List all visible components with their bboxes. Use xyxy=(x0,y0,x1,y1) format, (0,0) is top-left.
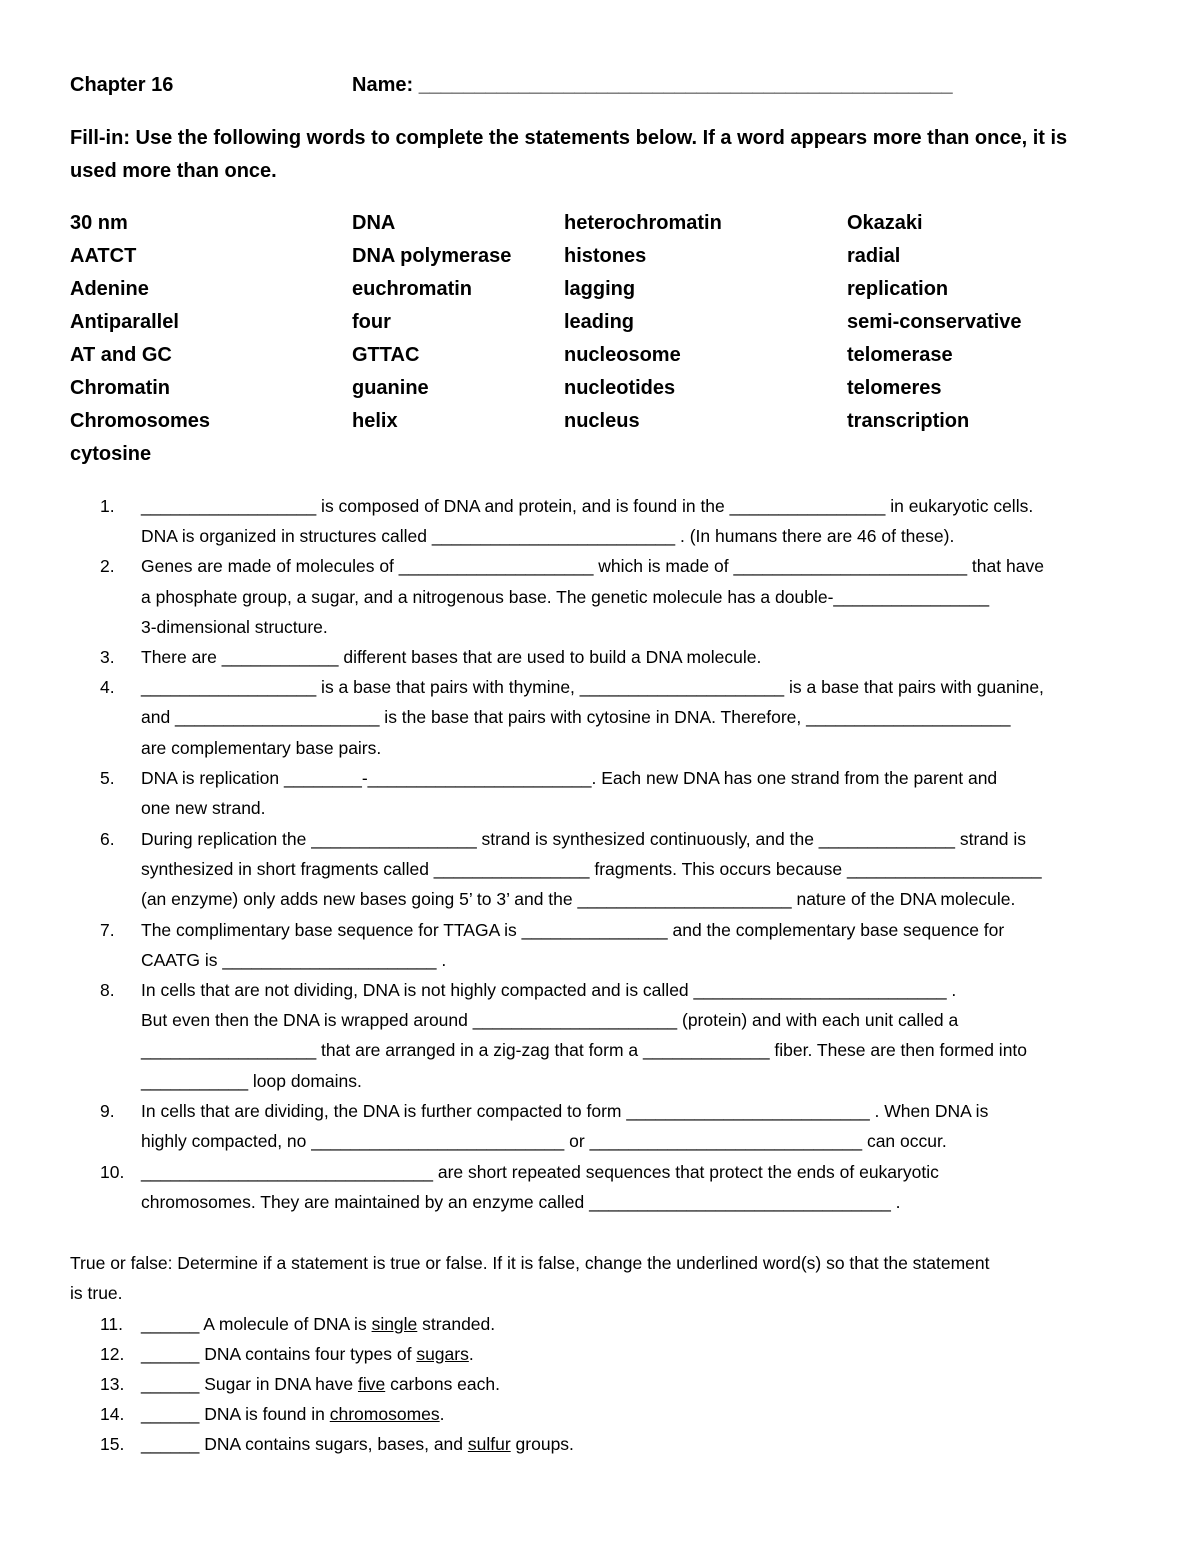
true-false-item[interactable] xyxy=(141,1404,445,1425)
true-false-item[interactable] xyxy=(141,1314,495,1335)
question-line[interactable]: CAATG is ______________________ . xyxy=(141,950,447,970)
question-number: 4. xyxy=(100,677,115,697)
question-number: 14. xyxy=(100,1404,125,1424)
question-line[interactable]: During replication the _________________ strand is synthesized continuously, and the ______________ strand is xyxy=(141,829,1027,849)
question-line[interactable]: DNA is replication ________-_______________________. Each new DNA has one strand from the parent and xyxy=(141,768,998,788)
word-bank-item: DNA xyxy=(352,212,396,234)
question-line[interactable]: DNA is organized in structures called _________________________ . (In humans there are 46 of these). xyxy=(141,526,955,546)
question-number: 3. xyxy=(100,647,115,667)
true-false-intro-line-2: is true. xyxy=(70,1283,123,1303)
word-bank-column-1 xyxy=(70,207,210,471)
question-line[interactable]: chromosomes. They are maintained by an enzyme called _______________________________ . xyxy=(141,1192,901,1212)
chapter-title: Chapter 16 xyxy=(70,74,174,96)
statement-end: groups. xyxy=(510,1434,574,1454)
question-line: are complementary base pairs. xyxy=(141,738,382,758)
true-false-item[interactable] xyxy=(141,1374,500,1395)
word-bank-item: Okazaki xyxy=(847,212,923,234)
underlined-word: five xyxy=(357,1374,386,1394)
word-bank-item: guanine xyxy=(352,377,429,399)
word-bank-item: radial xyxy=(847,245,901,267)
word-bank-item: Antiparallel xyxy=(70,311,179,333)
word-bank-item: four xyxy=(352,311,391,333)
true-false-item[interactable] xyxy=(141,1344,474,1365)
word-bank-item: transcription xyxy=(847,410,970,432)
question-line[interactable]: In cells that are dividing, the DNA is further compacted to form _________________________ . When DNA is xyxy=(141,1101,989,1121)
question-line: one new strand. xyxy=(141,798,266,818)
question-line[interactable]: In cells that are not dividing, DNA is not highly compacted and is called __________________________ . xyxy=(141,980,957,1000)
question-number: 5. xyxy=(100,768,115,788)
true-false-intro-line-1: True or false: Determine if a statement is true or false. If it is false, change the underlined word(s) so that the statement xyxy=(70,1253,990,1273)
question-number: 11. xyxy=(100,1314,124,1334)
question-line[interactable]: But even then the DNA is wrapped around _____________________ (protein) and with each unit called a xyxy=(141,1010,959,1030)
word-bank-item: histones xyxy=(564,245,647,267)
word-bank-item: Chromatin xyxy=(70,377,170,399)
question-number: 12. xyxy=(100,1344,125,1364)
word-bank-item: AATCT xyxy=(70,245,137,267)
word-bank-item: AT and GC xyxy=(70,344,172,366)
word-bank-item: replication xyxy=(847,278,949,300)
answer-blank-and-text[interactable]: ______ DNA contains sugars, bases, and xyxy=(141,1434,468,1454)
question-line[interactable]: There are ____________ different bases that are used to build a DNA molecule. xyxy=(141,647,762,667)
word-bank-column-3 xyxy=(564,207,722,438)
question-number: 13. xyxy=(100,1374,125,1394)
question-line: 3-dimensional structure. xyxy=(141,617,328,637)
question-number: 2. xyxy=(100,556,115,576)
statement-end: . xyxy=(439,1404,445,1424)
underlined-word: sugars xyxy=(416,1344,469,1364)
true-false-item[interactable] xyxy=(141,1434,574,1455)
question-line[interactable]: Genes are made of molecules of ____________________ which is made of ________________________ that have xyxy=(141,556,1044,576)
statement-end: carbons each. xyxy=(385,1374,500,1394)
word-bank-item: heterochromatin xyxy=(564,212,722,234)
word-bank-item: lagging xyxy=(564,278,636,300)
question-number: 8. xyxy=(100,980,115,1000)
question-line[interactable]: The complimentary base sequence for TTAGA is _______________ and the complementary base sequence for xyxy=(141,920,1005,940)
question-number: 1. xyxy=(100,496,115,516)
question-line[interactable]: synthesized in short fragments called ________________ fragments. This occurs because ____________________ xyxy=(141,859,1042,879)
word-bank-item: leading xyxy=(564,311,635,333)
word-bank-item: telomeres xyxy=(847,377,942,399)
word-bank-item: cytosine xyxy=(70,443,152,465)
question-number: 7. xyxy=(100,920,115,940)
name-field[interactable]: Name: ________________________________________________ xyxy=(352,74,953,96)
underlined-word: single xyxy=(371,1314,418,1334)
question-number: 6. xyxy=(100,829,115,849)
word-bank-column-2 xyxy=(352,207,511,438)
statement-end: stranded. xyxy=(417,1314,496,1334)
instructions-line-2: used more than once. xyxy=(70,160,277,182)
instructions-line-1: Fill-in: Use the following words to complete the statements below. If a word appears more than once, it is xyxy=(70,127,1068,149)
question-line[interactable]: __________________ is a base that pairs with thymine, _____________________ is a base that pairs with guanine, xyxy=(141,677,1044,697)
question-line[interactable]: and _____________________ is the base that pairs with cytosine in DNA. Therefore, _____________________ xyxy=(141,707,1011,727)
word-bank-column-4 xyxy=(847,207,1022,438)
answer-blank-and-text[interactable]: ______ Sugar in DNA have xyxy=(141,1374,358,1394)
answer-blank-and-text[interactable]: ______ DNA contains four types of xyxy=(141,1344,417,1364)
word-bank-item: DNA polymerase xyxy=(352,245,512,267)
word-bank-item: euchromatin xyxy=(352,278,473,300)
word-bank-item: telomerase xyxy=(847,344,953,366)
underlined-word: sulfur xyxy=(467,1434,511,1454)
word-bank-item: helix xyxy=(352,410,398,432)
question-number: 15. xyxy=(100,1434,125,1454)
answer-blank-and-text[interactable]: ______ A molecule of DNA is xyxy=(141,1314,372,1334)
question-number: 9. xyxy=(100,1101,115,1121)
question-line[interactable]: highly compacted, no __________________________ or ____________________________ can occur. xyxy=(141,1131,947,1151)
word-bank-item: 30 nm xyxy=(70,212,128,234)
question-line[interactable]: ______________________________ are short repeated sequences that protect the ends of eukaryotic xyxy=(141,1162,939,1182)
statement-end: . xyxy=(468,1344,474,1364)
word-bank-item: Adenine xyxy=(70,278,149,300)
question-line[interactable]: (an enzyme) only adds new bases going 5’ to 3’ and the ______________________ nature of the DNA molecule. xyxy=(141,889,1016,909)
question-number: 10. xyxy=(100,1162,125,1182)
question-line[interactable]: __________________ that are arranged in a zig-zag that form a _____________ fiber. These are then formed into xyxy=(141,1040,1028,1060)
word-bank-item: GTTAC xyxy=(352,344,420,366)
word-bank-item: nucleus xyxy=(564,410,640,432)
word-bank-item: nucleosome xyxy=(564,344,681,366)
underlined-word: chromosomes xyxy=(329,1404,440,1424)
word-bank-item: Chromosomes xyxy=(70,410,211,432)
question-line[interactable]: a phosphate group, a sugar, and a nitrogenous base. The genetic molecule has a double-________________ xyxy=(141,587,990,607)
answer-blank-and-text[interactable]: ______ DNA is found in xyxy=(141,1404,330,1424)
word-bank-item: semi-conservative xyxy=(847,311,1022,333)
word-bank-item: nucleotides xyxy=(564,377,676,399)
question-line[interactable]: ___________ loop domains. xyxy=(141,1071,362,1091)
question-line[interactable]: __________________ is composed of DNA and protein, and is found in the ________________ in eukaryotic cells. xyxy=(141,496,1034,516)
